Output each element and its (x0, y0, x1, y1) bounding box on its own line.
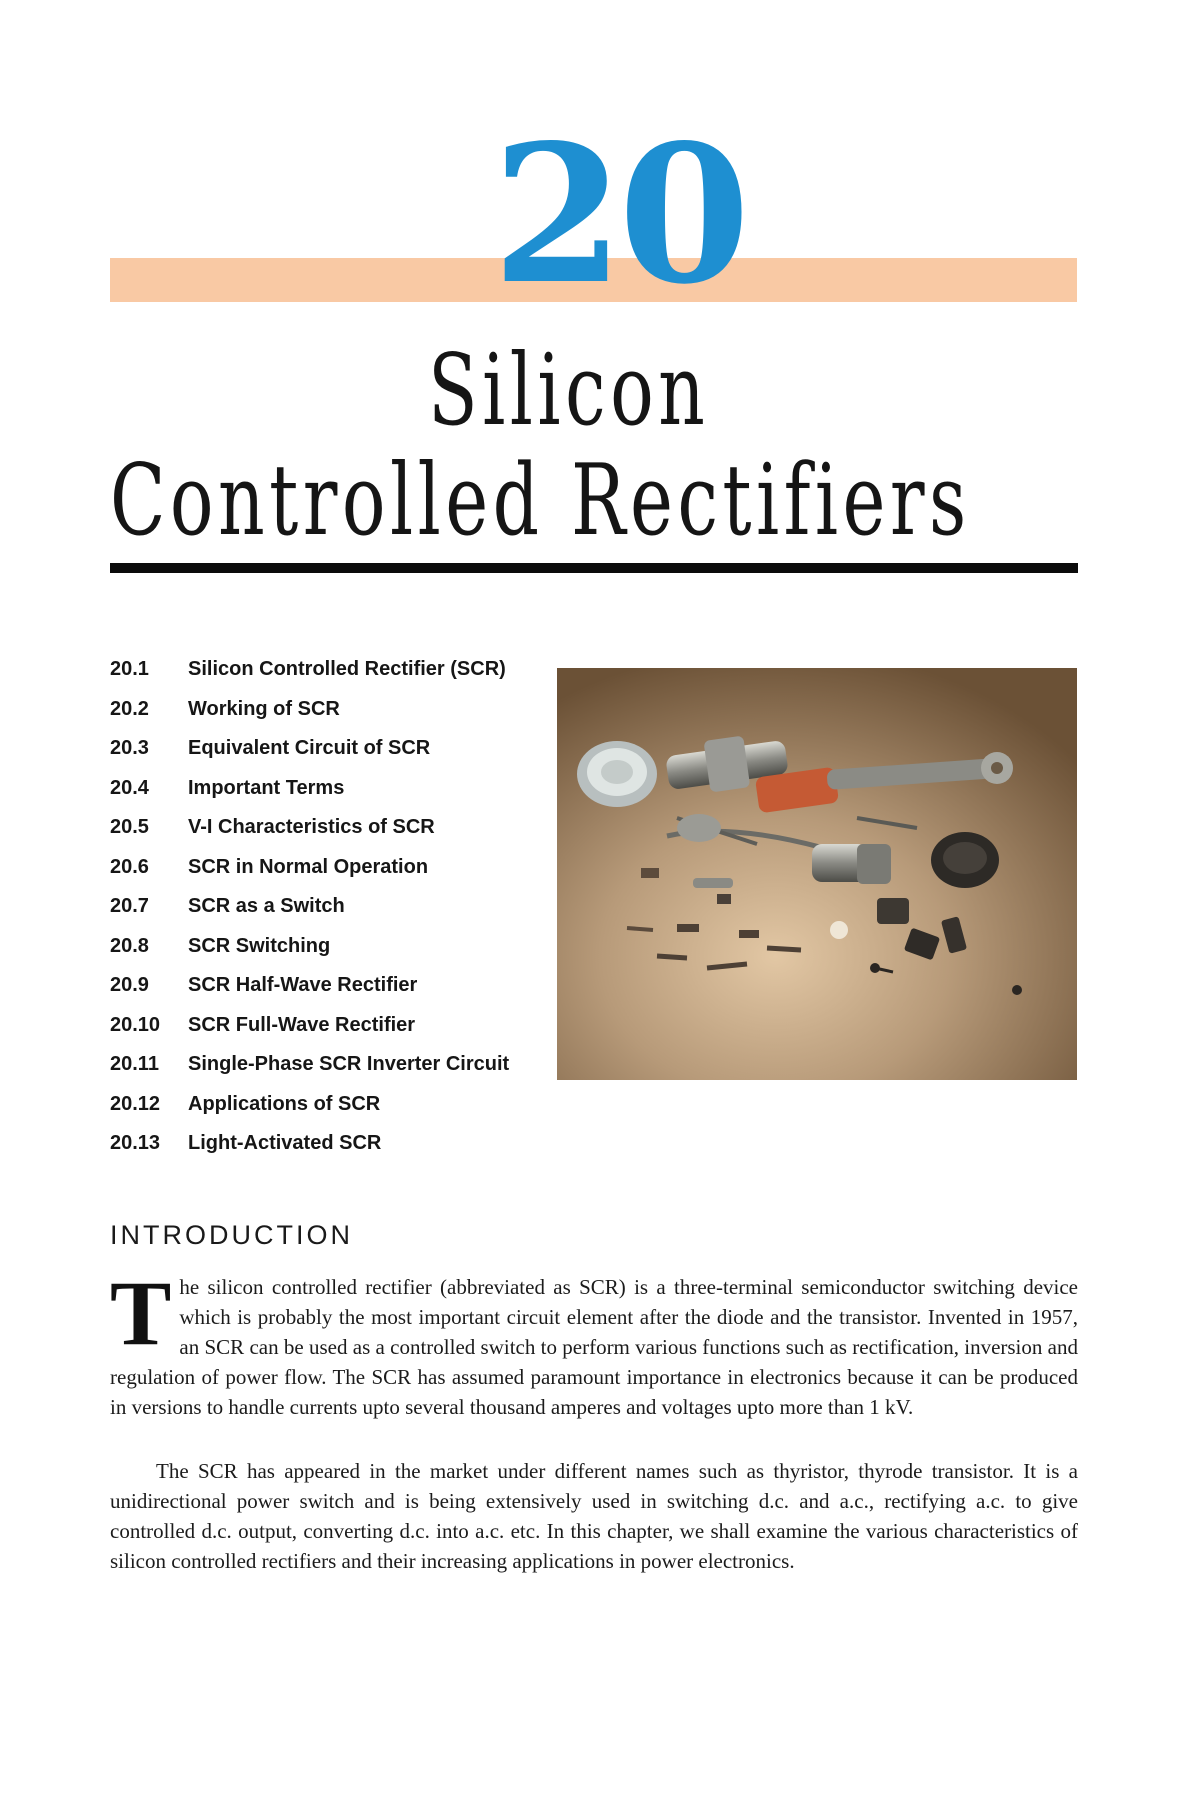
contents-label: Single-Phase SCR Inverter Circuit (188, 1053, 510, 1075)
contents-label: Equivalent Circuit of SCR (188, 737, 431, 759)
contents-number: 20.1 (110, 658, 149, 680)
contents-number: 20.6 (110, 855, 149, 878)
intro-paragraph-1 (110, 1262, 1078, 1422)
contents-item (110, 856, 530, 896)
chapter-number: 20 (492, 103, 745, 326)
contents-number: 20.9 (110, 974, 149, 996)
intro-paragraph-1-text: he silicon controlled rectifier (abbreviated as SCR) is a three-terminal semiconductor switching device which is probably the most important circuit element after the diode and the transistor. Invented in 1957, an SCR can be used as a controlled switch to perform various functions such as rectification, inversion and regulation of power flow. The SCR has assumed paramount importance in electronics because it can be produced in versions to handle currents upto several thousand amperes and voltages upto more than 1 kV. (110, 1275, 1078, 1419)
contents-label: V-I Characteristics of SCR (188, 816, 435, 838)
contents-number: 20.5 (110, 816, 149, 838)
intro-paragraph-2: The SCR has appeared in the market under different names such as thyristor, thyrode transistor. It is a unidirectional power switch and is being extensively used in switching d.c. and a.c., rectifying a.c. to give controlled d.c. output, converting d.c. into a.c. etc. In this chapter, we shall examine the various characteristics of silicon controlled rectifiers and their increasing applications in power electronics. (110, 1459, 1078, 1573)
contents-item (110, 1132, 530, 1172)
contents-item (110, 1053, 530, 1093)
contents-number: 20.11 (110, 1053, 159, 1075)
contents-number: 20.3 (110, 737, 149, 759)
contents-item (110, 1014, 530, 1054)
contents-item (110, 935, 530, 975)
contents-number: 20.7 (110, 895, 149, 917)
contents-label: SCR Half-Wave Rectifier (188, 974, 418, 996)
contents-number: 20.8 (110, 934, 149, 957)
contents-label: Important Terms (188, 776, 345, 799)
contents-number: 20.4 (110, 776, 149, 799)
contents-label: SCR in Normal Operation (188, 855, 429, 878)
title-rule (110, 563, 1078, 573)
chapter-title-line-2: Controlled Rectifiers (110, 444, 971, 558)
contents-item (110, 737, 530, 777)
contents-item (110, 698, 530, 738)
section-heading: INTRODUCTION (110, 1220, 353, 1250)
contents-item (110, 816, 530, 856)
contents-number: 20.2 (110, 697, 149, 720)
contents-label: SCR Full-Wave Rectifier (188, 1013, 416, 1036)
chapter-contents (110, 658, 530, 1172)
contents-item (110, 658, 530, 698)
contents-label: Applications of SCR (188, 1092, 381, 1115)
contents-label: SCR Switching (188, 934, 331, 957)
contents-item (110, 1093, 530, 1133)
contents-number: 20.13 (110, 1132, 161, 1154)
contents-number: 20.10 (110, 1013, 161, 1036)
contents-item (110, 777, 530, 817)
drop-cap: T (110, 1262, 172, 1364)
chapter-title-line-1: Silicon (428, 334, 710, 448)
contents-number: 20.12 (110, 1092, 161, 1115)
contents-label: Light-Activated SCR (188, 1132, 382, 1154)
scr-devices-photo (557, 668, 1077, 1080)
contents-label: SCR as a Switch (188, 895, 345, 917)
contents-item (110, 895, 530, 935)
contents-label: Silicon Controlled Rectifier (SCR) (188, 658, 506, 680)
contents-item (110, 974, 530, 1014)
contents-label: Working of SCR (188, 697, 340, 720)
